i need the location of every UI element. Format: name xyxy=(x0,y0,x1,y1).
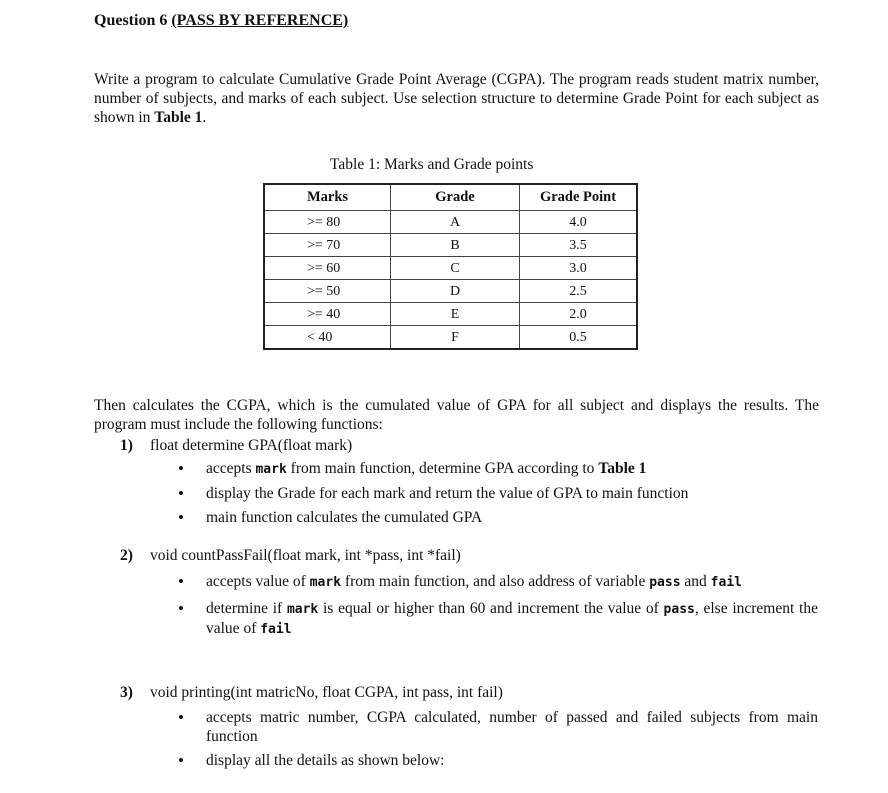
table-row: < 40 F 0.5 xyxy=(264,326,637,350)
list-item: • display the Grade for each mark and return the value of GPA to main function xyxy=(178,484,818,503)
list-item: • accepts mark from main function, determine GPA according to Table 1 xyxy=(178,459,818,479)
function-2-bullets xyxy=(178,572,818,639)
list-item: • determine if mark is equal or higher than 60 and increment the value of pass, else increment the value of fail xyxy=(178,599,818,639)
question-topic: (PASS BY REFERENCE) xyxy=(171,12,349,29)
function-2-signature: 2) void countPassFail(float mark, int *pass, int *fail) xyxy=(120,547,461,564)
function-1-bullets xyxy=(178,459,818,527)
list-item: • display all the details as shown below: xyxy=(178,751,818,770)
col-grade-point: Grade Point xyxy=(520,184,638,211)
list-item: • accepts value of mark from main function, and also address of variable pass and fail xyxy=(178,572,818,592)
function-3-signature: 3) void printing(int matricNo, float CGPA, int pass, int fail) xyxy=(120,684,503,701)
table-header-row xyxy=(264,184,637,211)
table-row: >= 80 A 4.0 xyxy=(264,211,637,234)
table-row: >= 70 B 3.5 xyxy=(264,234,637,257)
question-title xyxy=(94,11,348,30)
function-1-signature: 1) float determine GPA(float mark) xyxy=(120,437,353,454)
table-row: >= 50 D 2.5 xyxy=(264,280,637,303)
question-number: Question 6 xyxy=(94,12,168,29)
col-grade: Grade xyxy=(391,184,520,211)
then-paragraph: Then calculates the CGPA, which is the cumulated value of GPA for all subject and displays the results. The program must include the following functions: xyxy=(94,397,819,433)
list-item: • main function calculates the cumulated GPA xyxy=(178,508,818,527)
table-reference: Table 1 xyxy=(154,109,203,126)
grade-table xyxy=(263,183,638,350)
table-row: >= 60 C 3.0 xyxy=(264,257,637,280)
col-marks: Marks xyxy=(264,184,391,211)
table-row: >= 40 E 2.0 xyxy=(264,303,637,326)
list-item: • accepts matric number, CGPA calculated, number of passed and failed subjects from main function xyxy=(178,708,818,746)
function-3-bullets xyxy=(178,708,818,770)
table-caption: Table 1: Marks and Grade points xyxy=(330,156,534,173)
intro-paragraph: Write a program to calculate Cumulative Grade Point Average (CGPA). The program reads student matrix number, number of subjects, and marks of each subject. Use selection structure to determine Grade Point for each subject as shown in Table 1. xyxy=(94,71,819,126)
